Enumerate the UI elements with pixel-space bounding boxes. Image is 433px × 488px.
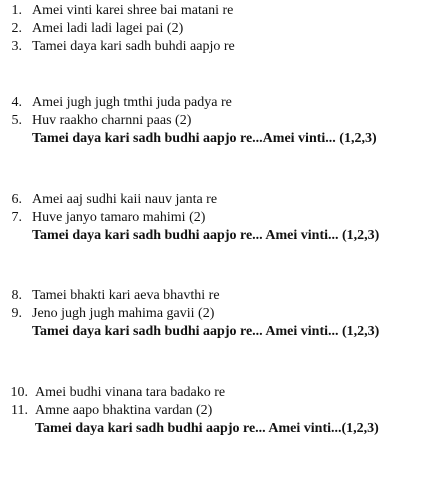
line-text: Amei aaj sudhi kaii nauv janta re (32, 192, 218, 207)
lyric-line (0, 38, 433, 56)
line-text: Jeno jugh jugh mahima gavii (2) (32, 306, 215, 321)
refrain-text: Tamei daya kari sadh budhi aapjo re... Amei vinti... (1,2,3) (32, 228, 380, 243)
lyric-line (0, 305, 433, 323)
lyric-line (0, 402, 433, 420)
line-text: Huve janyo tamaro mahimi (2) (32, 210, 206, 225)
line-text: Tamei bhakti kari aeva bhavthi re (32, 288, 220, 303)
line-number: 8. (11, 288, 22, 303)
refrain-text: Tamei daya kari sadh budhi aapjo re... Amei vinti...(1,2,3) (35, 421, 379, 436)
stanza-5 (0, 384, 433, 438)
line-number: 7. (11, 210, 22, 225)
stanza-2 (0, 94, 433, 148)
line-number: 9. (11, 306, 22, 321)
lyric-line (0, 20, 433, 38)
refrain-line (0, 227, 433, 245)
line-number: 5. (11, 113, 22, 128)
line-number: 11. (11, 403, 28, 418)
line-number: 3. (11, 39, 22, 54)
stanza-1 (0, 2, 433, 56)
line-number: 6. (11, 192, 22, 207)
refrain-line (0, 323, 433, 341)
line-text: Amei vinti karei shree bai matani re (32, 3, 234, 18)
line-text: Amei ladi ladi lagei pai (2) (32, 21, 184, 36)
line-number: 1. (11, 3, 22, 18)
lyric-line (0, 112, 433, 130)
stanza-4 (0, 287, 433, 341)
line-text: Huv raakho charnni paas (2) (32, 113, 192, 128)
line-number: 2. (11, 21, 22, 36)
line-text: Amei jugh jugh tmthi juda padya re (32, 95, 232, 110)
line-text: Amne aapo bhaktina vardan (2) (35, 403, 213, 418)
lyric-line (0, 2, 433, 20)
lyric-line (0, 94, 433, 112)
lyric-line (0, 384, 433, 402)
line-text: Tamei daya kari sadh buhdi aapjo re (32, 39, 235, 54)
lyric-line (0, 287, 433, 305)
line-text: Amei budhi vinana tara badako re (35, 385, 226, 400)
line-number: 4. (11, 95, 22, 110)
refrain-text: Tamei daya kari sadh budhi aapjo re...Amei vinti... (1,2,3) (32, 131, 377, 146)
refrain-text: Tamei daya kari sadh budhi aapjo re... Amei vinti... (1,2,3) (32, 324, 380, 339)
line-number: 10. (10, 385, 28, 400)
refrain-line (0, 420, 433, 438)
stanza-3 (0, 191, 433, 245)
refrain-line (0, 130, 433, 148)
lyric-line (0, 191, 433, 209)
lyric-line (0, 209, 433, 227)
